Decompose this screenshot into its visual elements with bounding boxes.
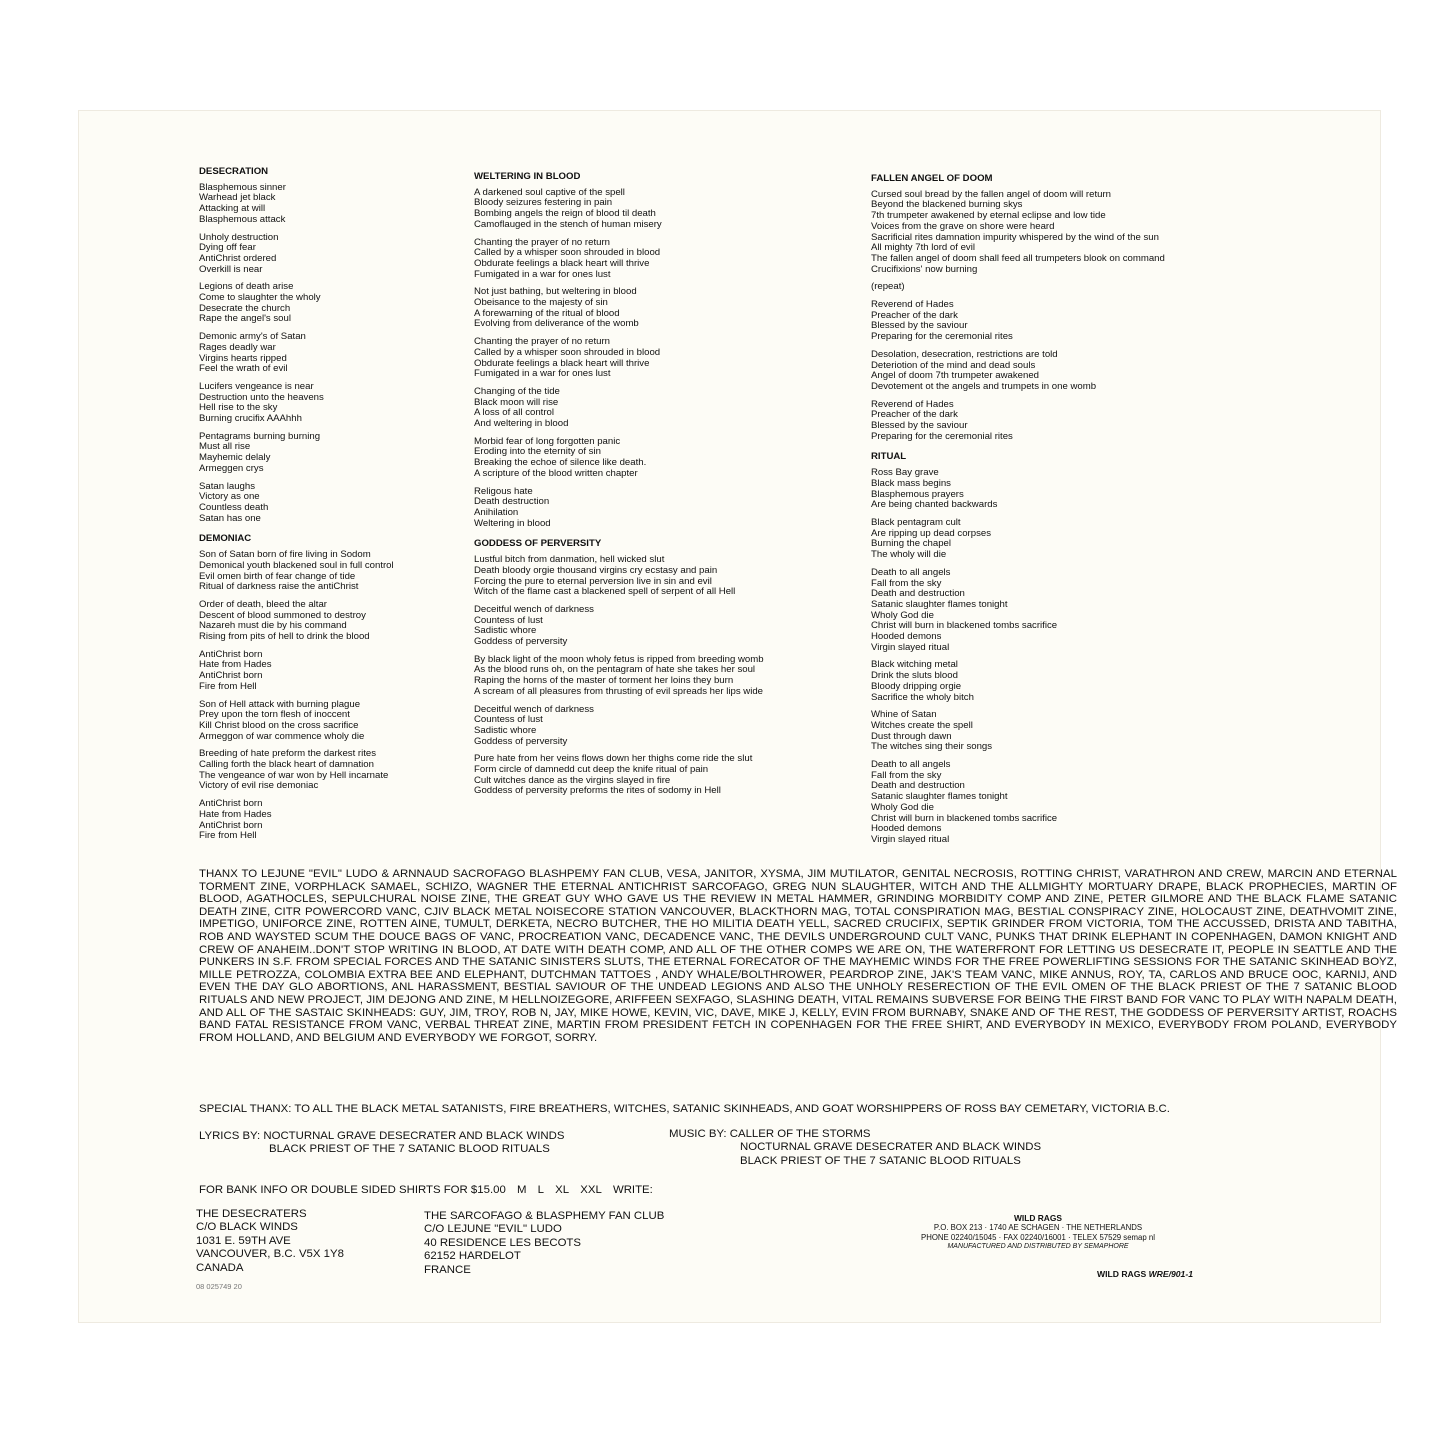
record-label-info <box>878 1214 1198 1252</box>
lyric-line: Goddess of perversity <box>474 636 568 648</box>
lyric-line: The fallen angel of doom shall feed all trumpeters blook on command <box>871 252 1165 264</box>
special-thanks: SPECIAL THANX: TO ALL THE BLACK METAL SATANISTS, FIRE BREATHERS, WITCHES, SATANIC SKINHEADS, AND GOAT WORSHIPPERS OF ROSS BAY CEMETARY, VICTORIA B.C. <box>199 1103 1170 1115</box>
verse <box>871 660 1231 703</box>
lyric-line: Fire from Hell <box>199 680 257 692</box>
address-fan-club <box>424 1210 664 1277</box>
lyric-line: Blasphemous prayers <box>871 488 964 500</box>
shirt-size: XL <box>555 1184 570 1196</box>
song-title: DEMONIAC <box>199 533 252 545</box>
song <box>474 539 774 797</box>
lyric-line: Obdurate feelings a black heart will thrive <box>474 257 650 269</box>
label-address: P.O. BOX 213 · 1740 AE SCHAGEN · THE NETHERLANDS <box>933 1223 1143 1233</box>
lyric-line: Anihilation <box>474 506 519 518</box>
lyric-line: AntiChrist born <box>199 648 263 660</box>
lyric-line: Bombing angels the reign of blood til death <box>474 208 656 220</box>
song <box>474 172 774 529</box>
lyric-line: Death to all angels <box>871 566 951 578</box>
lyric-line: Overkill is near <box>199 263 263 275</box>
lyric-line: Drink the sluts blood <box>871 670 958 682</box>
verse <box>871 190 1231 276</box>
shirt-size: XXL <box>580 1184 602 1196</box>
lyric-line: Breeding of hate preform the darkest rites <box>199 748 377 760</box>
verse <box>871 518 1231 561</box>
lyric-line: Blessed by the saviour <box>871 320 968 332</box>
address-line: VANCOUVER, B.C. V5X 1Y8 <box>196 1248 344 1261</box>
verse <box>871 350 1231 393</box>
verse <box>474 555 774 598</box>
lyric-line: Order of death, bleed the altar <box>199 598 327 610</box>
lyric-line: A forewarning of the ritual of blood <box>474 307 620 319</box>
lyric-line: Death bloody orgie thousand virgins cry ecstasy and pain <box>474 564 718 576</box>
lyric-line: AntiChrist ordered <box>199 252 277 264</box>
lyric-line: Unholy destruction <box>199 231 279 243</box>
lyric-line: Beyond the blackened burning skys <box>871 199 1023 211</box>
lyric-line: Feel the wrath of evil <box>199 363 288 375</box>
verse <box>199 482 449 525</box>
lyric-line: AntiChrist born <box>199 798 263 810</box>
bank-info <box>199 1184 661 1196</box>
lyric-line: Obdurate feelings a black heart will thrive <box>474 357 650 369</box>
lyric-line: Are ripping up dead corpses <box>871 527 991 539</box>
song-title: FALLEN ANGEL OF DOOM <box>871 173 993 184</box>
song <box>871 174 1231 442</box>
lyric-line: Hate from Hades <box>199 808 272 820</box>
lyric-line: AntiChrist born <box>199 670 263 682</box>
lyric-line: Hell rise to the sky <box>199 402 278 414</box>
label-contact: PHONE 02240/15045 · FAX 02240/16001 · TELEX 57529 semap nl <box>921 1232 1155 1242</box>
verse <box>871 400 1231 443</box>
lyric-line: A loss of all control <box>474 407 554 419</box>
lyric-line: And weltering in blood <box>474 418 569 430</box>
lyric-line: Crucifixions' now burning <box>871 263 978 275</box>
verse <box>474 337 774 380</box>
lyric-line: Satan has one <box>199 512 261 524</box>
lyric-line: Burning the chapel <box>871 538 952 550</box>
catalog-code: WRE/901-1 <box>1148 1269 1193 1279</box>
lyric-line: Forcing the pure to eternal perversion live in sin and evil <box>474 575 712 587</box>
lyric-line: Bloody dripping orgie <box>871 680 962 692</box>
verse <box>474 287 774 330</box>
lyric-line: Preacher of the dark <box>871 309 958 321</box>
lyric-line: Blessed by the saviour <box>871 420 968 432</box>
song <box>199 534 449 842</box>
lyric-line: Calling forth the black heart of damnation <box>199 759 374 771</box>
lyric-line: The wholy will die <box>871 549 947 561</box>
thanks-paragraph: THANX TO LEJUNE "EVIL" LUDO & ARNNAUD SACROFAGO BLASHPEMY FAN CLUB, VESA, JANITOR, XYSMA, JIM MUTILATOR, GENITAL NECROSIS, ROTTING CHRIST, VARATHRON AND CREW, MARCIN AND ETERNAL TORMENT ZINE, VORPHLACK SAMAEL, SCHIZO, WAGNER THE ETERNAL ANTICHRIST SARCOFAGO, GREG NUN SLAUGHTER, WITCH AND THE ALLMIGHTY MORTUARY DRAPE, BLACK PROPHECIES, MARTIN OF BLOOD, AGATHOCLES, SEPULCHURAL NOISE ZINE, THE GREAT GUY WHO GAVE US THE REVIEW IN METAL HAMMER, GRINDING MORBIDITY COMP AND ZINE, PETER GILMORE AND THE BLACK FLAME SATANIC DEATH ZINE, CITR POWERCORD VANC, CJIV BLACK METAL NOISECORE STATION VANCOUVER, BLACKTHORN MAG, TOTAL CONSPIRATION MAG, BESTIAL CONSPIRACY ZINE, HOLOCAUST ZINE, DEATHVOMIT ZINE, IMPETIGO, UNIFORCE ZINE, ROTTEN AINE, TUMULT, DERKETA, NECRO BUTCHER, THE HO MILITIA DEATH YELL, SACRED CRUCIFIX, SEPTIK GRINDER FROM VICTORIA, TOM THE ACCUSSED, DRISTA AND TABITHA, ROB AND WAYSTED SCUM THE DOUCE BAGS OF VANC, PROCREATION VANC, DECADENCE VANC, THE DEVILS UNDERGROUND CULT VANC, PUNKS THAT DRINK ELEPHANT IN COPENHAGEN, DAMON KNIGHT AND CREW OF ANAHEIM..DON'T STOP WRITING IN BLOOD, AT DATE WITH DEATH COMP, AND ALL OF THE OTHER COMPS WE ARE ON, THE WATERFRONT FOR LETTING US DESECRATE IT, PEOPLE IN SEATTLE AND THE PUNKERS IN S.F. FROM SPECIAL FORCES AND THE SATANIC SINISTERS SLUTS, THE ETERNAL FORECATOR OF THE MAYHEMIC WINDS FOR THE FREE POWERLIFTING SESSIONS FOR THE SATANIC SKINHEAD BOYZ, MILLE PETROZZA, COLOMBIA EXTRA BEE AND ELEPHANT, DUTCHMAN TATTOES , ANDY WHALE/BOLTHROWER, PEARDROP ZINE, JAK'S TEAM VANC, MIKE ANNUS, ROY, TA, CARLOS AND BRUCE OOC, KARNIJ, AND EVEN THE DAY GLO ABORTIONS, ANL HARASSMENT, BESTIAL SAVIOUR OF THE UNDEAD LEGIONS AND ALSO THE UNHOLY RESERECTION OF THE EVIL OMEN OF THE BLACK PRIEST OF THE 7 SATANIC BLOOD RITUALS AND NEW PROJECT, JIM DEJONG AND ZINE, M HELLNOIZEGORE, ARIFFEEN SEXFAGO, SLASHING DEATH, VITAL REMAINS SUBVERSE FOR BEING THE FIRST BAND FOR VANC TO PLAY WITH NAPALM DEATH, AND ALL OF THE SASTAIC SKINHEADS: GUY, JIM, TROY, ROB N, JAY, MIKE HOWE, KEVIN, VIC, DAVE, MIKE J, KELLY, EVIN FROM BURNABY, SNAKE AND OF THE REST, THE GODDESS OF PERVERSITY ARTIST, ROACHS BAND FATAL RESISTANCE FROM VANC, VERBAL THREAT ZINE, MARTIN FROM PRESIDENT FETCH IN COPENHAGEN FOR THE FREE SHIRT, AND EVERYBODY IN MEXICO, EVERYBODY FROM POLAND, EVERYBODY FROM HOLLAND, AND BELGIUM AND EVERYBODY WE FORGOT, SORRY. <box>199 868 1397 1044</box>
lyric-line: Breaking the echoe of silence like death. <box>474 457 647 469</box>
verse <box>474 238 774 281</box>
address-line: FRANCE <box>424 1263 471 1276</box>
music-credit-line: NOCTURNAL GRAVE DESECRATER AND BLACK WINDS <box>740 1141 1042 1154</box>
address-line: CANADA <box>196 1261 244 1274</box>
lyric-line: Christ will burn in blackened tombs sacrifice <box>871 812 1058 824</box>
lyric-line: Death and destruction <box>871 588 965 600</box>
lyric-line: Reverend of Hades <box>871 299 954 311</box>
shirt-size: M <box>516 1184 527 1196</box>
lyric-line: Son of Satan born of fire living in Sodom <box>199 549 371 561</box>
lyric-line: Not just bathing, but weltering in blood <box>474 286 637 298</box>
verse <box>474 705 774 748</box>
lyric-line: Preacher of the dark <box>871 409 958 421</box>
lyric-line: All mighty 7th lord of evil <box>871 242 975 254</box>
lyric-line: Come to slaughter the wholy <box>199 292 321 304</box>
lyric-line: Satanic slaughter flames tonight <box>871 791 1008 803</box>
song-title: DESECRATION <box>199 166 269 177</box>
lyric-line: Fire from Hell <box>199 830 257 842</box>
lyric-line: Pentagrams burning burning <box>199 430 321 442</box>
song-title: GODDESS OF PERVERSITY <box>474 538 602 550</box>
lyric-line: AntiChrist born <box>199 819 263 831</box>
lyric-line: Son of Hell attack with burning plague <box>199 698 361 710</box>
lyric-line: Bloody seizures festering in pain <box>474 197 613 209</box>
lyric-line: Victory as one <box>199 491 260 503</box>
lyric-line: Preparing for the ceremonial rites <box>871 331 1013 343</box>
verse <box>871 282 1231 293</box>
lyric-line: A scripture of the blood written chapter <box>474 467 638 479</box>
lyric-line: Ritual of darkness raise the antiChrist <box>199 581 359 593</box>
lyric-line: Death destruction <box>474 496 550 508</box>
lyric-line: (repeat) <box>871 281 905 293</box>
verse <box>871 468 1231 511</box>
verse <box>871 300 1231 343</box>
lyric-line: Reverend of Hades <box>871 398 954 410</box>
verse <box>199 700 449 743</box>
lyric-line: Blasphemous sinner <box>199 181 286 193</box>
lyric-line: Countess of lust <box>474 714 543 726</box>
lyric-line: Cult witches dance as the virgins slayed in fire <box>474 774 671 786</box>
lyric-line: Rages deadly war <box>199 341 276 353</box>
lyric-line: Satanic slaughter flames tonight <box>871 598 1008 610</box>
lyric-line: Must all rise <box>199 441 251 453</box>
lyric-line: Whine of Satan <box>871 709 937 721</box>
catalog-number <box>1097 1269 1193 1279</box>
lyric-line: Prey upon the torn flesh of inoccent <box>199 709 350 721</box>
write-label: WRITE: <box>612 1184 653 1196</box>
lyric-line: Dying off fear <box>199 242 256 254</box>
lyric-line: Christ will burn in blackened tombs sacrifice <box>871 620 1058 632</box>
lyric-line: Hooded demons <box>871 823 942 835</box>
lyric-line: Called by a whisper soon shrouded in blood <box>474 346 661 358</box>
lyric-line: Deceitful wench of darkness <box>474 703 594 715</box>
verse <box>199 432 449 475</box>
lyric-line: Armeggen crys <box>199 462 264 474</box>
catalog-label: WILD RAGS <box>1097 1269 1147 1279</box>
lyric-line: Desecrate the church <box>199 302 291 314</box>
lyric-line: Sadistic whore <box>474 724 537 736</box>
verse <box>474 754 774 797</box>
lyric-line: Countless death <box>199 501 269 513</box>
lyric-line: Virgin slayed ritual <box>871 641 950 653</box>
verse <box>199 600 449 643</box>
lyric-line: Camoflauged in the stench of human misery <box>474 218 662 230</box>
lyric-line: Chanting the prayer of no return <box>474 336 610 348</box>
verse <box>474 487 774 530</box>
music-credit <box>669 1128 1041 1168</box>
verse <box>199 749 449 792</box>
lyric-line: Black mass begins <box>871 477 951 489</box>
lyric-line: Countess of lust <box>474 614 543 626</box>
lyrics-column-3 <box>871 174 1231 856</box>
lyric-line: Sadistic whore <box>474 625 537 637</box>
lyric-line: Sacrificial rites damnation impurity whispered by the wind of the sun <box>871 231 1159 243</box>
lyric-line: Raping the horns of the master of torment her loins they burn <box>474 675 734 687</box>
lyric-line: The witches sing their songs <box>871 741 993 753</box>
lyric-line: Called by a whisper soon shrouded in blood <box>474 247 661 259</box>
lyric-line: Chanting the prayer of no return <box>474 236 610 248</box>
lyric-line: A scream of all pleasures from thrusting of evil spreads her lips wide <box>474 685 764 697</box>
verse <box>474 437 774 480</box>
lyric-line: Wholy God die <box>871 801 934 813</box>
lyric-line: Warhead jet black <box>199 192 276 204</box>
lyric-line: Preparing for the ceremonial rites <box>871 430 1013 442</box>
lyric-line: Victory of evil rise demoniac <box>199 780 319 792</box>
lyric-line: Deceitful wench of darkness <box>474 603 594 615</box>
lyric-line: Kill Christ blood on the cross sacrifice <box>199 719 359 731</box>
bank-text: FOR BANK INFO OR DOUBLE SIDED SHIRTS FOR $15.00 <box>199 1184 506 1196</box>
lyric-line: Eroding into the eternity of sin <box>474 446 601 458</box>
lyric-line: Ross Bay grave <box>871 467 939 479</box>
verse <box>199 282 449 325</box>
verse <box>199 550 449 593</box>
lyric-line: Demonic army's of Satan <box>199 331 306 343</box>
lyric-line: A darkened soul captive of the spell <box>474 186 625 198</box>
lyric-line: 7th trumpeter awakened by eternal eclipse and low tide <box>871 210 1106 222</box>
record-sleeve <box>78 110 1397 1323</box>
verse <box>199 382 449 425</box>
lyric-line: Lustful bitch from danmation, hell wicked slut <box>474 554 665 566</box>
lyric-line: Pure hate from her veins flows down her thighs come ride the slut <box>474 753 753 765</box>
verse <box>199 332 449 375</box>
lyric-line: Are being chanted backwards <box>871 499 998 511</box>
lyric-line: Satan laughs <box>199 480 256 492</box>
lyric-line: Rape the angel's soul <box>199 313 291 325</box>
lyric-line: Morbid fear of long forgotten panic <box>474 435 621 447</box>
address-line: C/O BLACK WINDS <box>196 1221 298 1234</box>
lyric-line: Form circle of damnedd cut deep the knife ritual of pain <box>474 764 709 776</box>
lyric-line: By black light of the moon wholy fetus is ripped from breeding womb <box>474 653 764 665</box>
lyric-line: Fumigated in a war for ones lust <box>474 368 611 380</box>
lyric-line: Desolation, desecration, restrictions are told <box>871 348 1058 360</box>
lyric-line: Wholy God die <box>871 609 934 621</box>
address-line: THE SARCOFAGO & BLASPHEMY FAN CLUB <box>424 1210 665 1222</box>
lyric-line: Virgins hearts ripped <box>199 352 287 364</box>
address-line: THE DESECRATERS <box>196 1208 307 1220</box>
lyric-line: Obeisance to the majesty of sin <box>474 297 608 309</box>
song <box>199 167 449 524</box>
verse <box>199 233 449 276</box>
verse <box>871 568 1231 654</box>
barcode-number: 08 025749 20 <box>196 1282 242 1291</box>
verse <box>474 387 774 430</box>
label-manufacturer: MANUFACTURED AND DISTRIBUTED BY SEMAPHORE <box>947 1243 1129 1251</box>
lyric-line: Death to all angels <box>871 759 951 771</box>
lyric-line: Weltering in blood <box>474 517 551 529</box>
song-title: RITUAL <box>871 451 907 463</box>
lyric-line: Sacrifice the wholy bitch <box>871 691 974 703</box>
lyric-line: Blasphemous attack <box>199 213 286 225</box>
lyric-line: Voices from the grave on shore were heard <box>871 220 1055 232</box>
verse <box>474 655 774 698</box>
verse <box>871 710 1231 753</box>
lyric-line: Evolving from deliverance of the womb <box>474 318 639 330</box>
verse <box>199 799 449 842</box>
lyric-line: Nazareh must die by his command <box>199 620 347 632</box>
verse <box>474 605 774 648</box>
address-line: C/O LEJUNE "EVIL" LUDO <box>424 1223 562 1236</box>
lyric-line: Legions of death arise <box>199 281 294 293</box>
lyric-line: Mayhemic delaly <box>199 452 271 464</box>
lyric-line: The vengeance of war won by Hell incarnate <box>199 769 389 781</box>
lyric-line: Changing of the tide <box>474 385 560 397</box>
song <box>871 452 1231 845</box>
lyrics-column-2 <box>474 172 774 807</box>
lyric-line: Fall from the sky <box>871 577 942 589</box>
verse <box>474 188 774 231</box>
lyric-line: Virgin slayed ritual <box>871 833 950 845</box>
lyric-line: Cursed soul bread by the fallen angel of doom will return <box>871 188 1111 200</box>
verse <box>199 183 449 226</box>
lyric-line: Descent of blood summoned to destroy <box>199 609 366 621</box>
lyric-line: Dust through dawn <box>871 730 952 742</box>
lyric-line: Fumigated in a war for ones lust <box>474 268 611 280</box>
verse <box>871 760 1231 846</box>
shirt-size: L <box>537 1184 544 1196</box>
verse <box>199 650 449 693</box>
address-desecraters <box>196 1208 344 1275</box>
song-title: WELTERING IN BLOOD <box>474 171 581 182</box>
lyric-line: Hooded demons <box>871 631 942 643</box>
lyric-line: Evil omen birth of fear change of tide <box>199 570 356 582</box>
lyric-line: Black witching metal <box>871 659 958 671</box>
music-credit-line: MUSIC BY: CALLER OF THE STORMS <box>669 1128 871 1140</box>
lyric-line: Black moon will rise <box>474 396 559 408</box>
music-credit-line: BLACK PRIEST OF THE 7 SATANIC BLOOD RITUALS <box>740 1154 1021 1167</box>
lyrics-credit-line: LYRICS BY: NOCTURNAL GRAVE DESECRATER AND BLACK WINDS <box>199 1130 565 1142</box>
lyric-line: Goddess of perversity <box>474 735 568 747</box>
lyric-line: As the blood runs oh, on the pentagram of hate she takes her soul <box>474 664 756 676</box>
lyric-line: Demonical youth blackened soul in full control <box>199 559 394 571</box>
lyric-line: Hate from Hades <box>199 659 272 671</box>
lyric-line: Rising from pits of hell to drink the blood <box>199 631 370 643</box>
lyric-line: Devotement ot the angels and trumpets in one womb <box>871 380 1097 392</box>
address-line: 62152 HARDELOT <box>424 1250 521 1263</box>
lyrics-credit <box>199 1130 564 1157</box>
address-line: 1031 E. 59TH AVE <box>196 1234 291 1247</box>
lyric-line: Fall from the sky <box>871 769 942 781</box>
lyrics-column-1 <box>199 167 449 852</box>
lyric-line: Burning crucifix AAAhhh <box>199 413 302 425</box>
lyric-line: Destruction unto the heavens <box>199 391 324 403</box>
lyric-line: Lucifers vengeance is near <box>199 380 314 392</box>
lyric-line: Witch of the flame cast a blackened spell of serpent of all Hell <box>474 586 736 598</box>
lyric-line: Goddess of perversity preforms the rites of sodomy in Hell <box>474 785 721 797</box>
lyrics-credit-line: BLACK PRIEST OF THE 7 SATANIC BLOOD RITUALS <box>269 1143 550 1156</box>
lyric-line: Witches create the spell <box>871 719 973 731</box>
address-line: 40 RESIDENCE LES BECOTS <box>424 1236 581 1249</box>
lyric-line: Religous hate <box>474 485 533 497</box>
lyric-line: Deteriotion of the mind and dead souls <box>871 359 1036 371</box>
label-name: WILD RAGS <box>1014 1213 1062 1223</box>
lyric-line: Attacking at will <box>199 203 266 215</box>
lyric-line: Angel of doom 7th trumpeter awakened <box>871 370 1039 382</box>
lyric-line: Armeggon of war commence wholy die <box>199 730 365 742</box>
lyric-line: Death and destruction <box>871 780 965 792</box>
lyric-line: Black pentagram cult <box>871 516 961 528</box>
